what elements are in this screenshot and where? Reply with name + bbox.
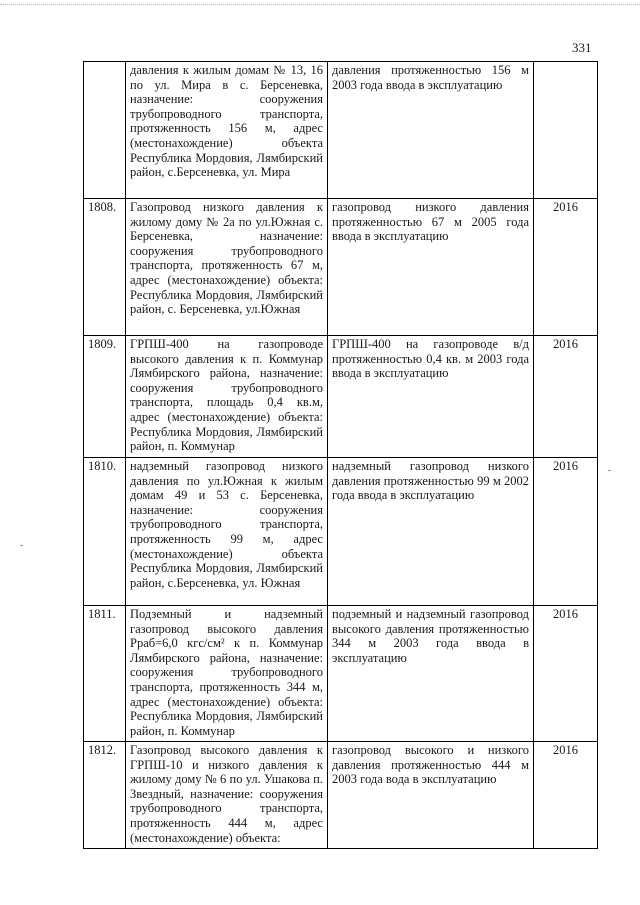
object-name: Газопровод высокого давления к ГРПШ-10 и низкого давления к жилому дому № 6 по ул. Ушакова п. Звездный, назначение: сооружения трубопроводного транспорта, протяженность 444 м, адрес (местонахождение) объекта: xyxy=(126,742,328,849)
year: 2016 xyxy=(534,199,598,336)
year: 2016 xyxy=(534,458,598,606)
object-description: газопровод высокого и низкого давления протяженностью 444 м 2003 года вода в эксплуатацию xyxy=(328,742,534,849)
year: 2016 xyxy=(534,606,598,742)
object-description: давления протяженностью 156 м 2003 года ввода в эксплуатацию xyxy=(328,62,534,199)
row-number xyxy=(84,62,126,199)
year: 2016 xyxy=(534,742,598,849)
year xyxy=(534,62,598,199)
table-row xyxy=(84,742,598,849)
registry-table xyxy=(83,61,598,849)
row-number: 1809. xyxy=(84,336,126,458)
row-number: 1812. xyxy=(84,742,126,849)
table-row xyxy=(84,606,598,742)
object-name: давления к жилым домам № 13, 16 по ул. Мира в с. Берсеневка, назначение: сооружения трубопроводного транспорта, протяженность 156 м, адрес (местонахождение) объекта Республика Мордовия, Лямбирский район, с.Берсеневка, ул. Мира xyxy=(126,62,328,199)
row-number: 1810. xyxy=(84,458,126,606)
object-name: ГРПШ-400 на газопроводе высокого давления к п. Коммунар Лямбирского района, назначение: сооружения трубопроводного транспорта, площадь 0,4 кв.м, адрес (местонахождение) объекта: Республика Мордовия, Лямбирский район, п. Коммунар xyxy=(126,336,328,458)
object-description: подземный и надземный газопровод высокого давления протяженностью 344 м 2003 года ввода в эксплуатацию xyxy=(328,606,534,742)
object-description: ГРПШ-400 на газопроводе в/д протяженностью 0,4 кв. м 2003 года ввода в эксплуатацию xyxy=(328,336,534,458)
object-name: Подземный и надземный газопровод высокого давления Рраб=6,0 кгс/см² к п. Коммунар Лямбирского района, назначение: сооружения трубопроводного транспорта, протяженность 344 м, адрес (местонахождение) объекта: Республика Мордовия, Лямбирский район, п. Коммунар xyxy=(126,606,328,742)
table-row xyxy=(84,336,598,458)
table-row xyxy=(84,458,598,606)
year: 2016 xyxy=(534,336,598,458)
object-description: надземный газопровод низкого давления протяженностью 99 м 2002 года ввода в эксплуатацию xyxy=(328,458,534,606)
table-row xyxy=(84,199,598,336)
scan-margin-mark xyxy=(20,545,23,546)
scan-margin-mark xyxy=(608,470,611,471)
page-number: 331 xyxy=(572,40,592,55)
row-number: 1811. xyxy=(84,606,126,742)
scan-edge-artifact xyxy=(0,4,640,7)
object-name: Газопровод низкого давления к жилому дому № 2а по ул.Южная с. Берсеневка, назначение: сооружения трубопроводного транспорта, протяженность 67 м, адрес (местонахождение) объекта: Республика Мордовия, Лямбирский район, с. Берсеневка, ул.Южная xyxy=(126,199,328,336)
row-number: 1808. xyxy=(84,199,126,336)
object-name: надземный газопровод низкого давления по ул.Южная к жилым домам 49 и 53 с. Берсеневка, назначение: сооружения трубопроводного транспорта, протяженность 99 м, адрес (местонахождение) объекта Республика Мордовия, Лямбирский район, с.Берсеневка, ул. Южная xyxy=(126,458,328,606)
table-row xyxy=(84,62,598,199)
object-description: газопровод низкого давления протяженностью 67 м 2005 года ввода в эксплуатацию xyxy=(328,199,534,336)
